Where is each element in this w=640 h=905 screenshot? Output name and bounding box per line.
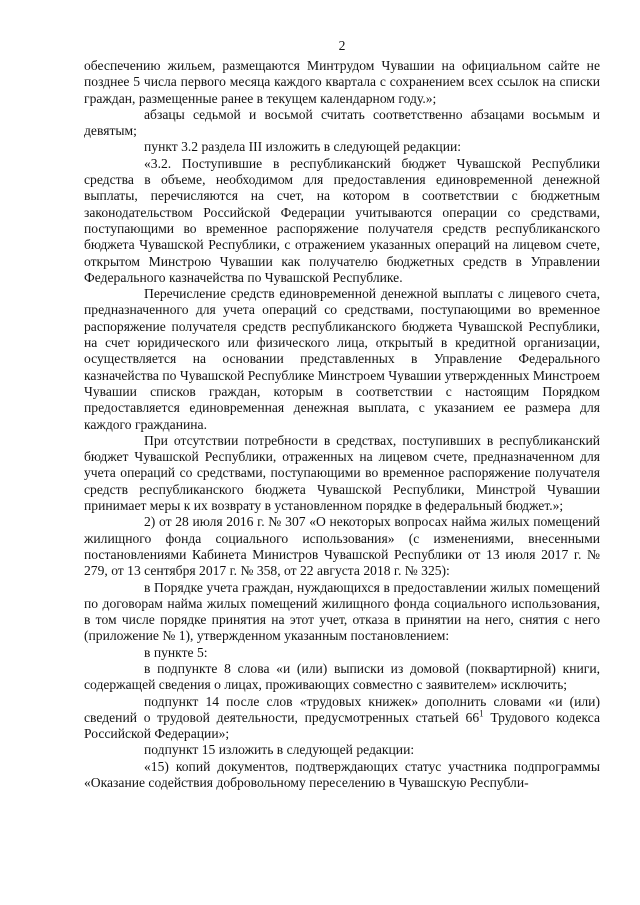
paragraph-podpunkt-15: подпункт 15 изложить в следующей редакции: bbox=[144, 742, 415, 758]
paragraph-perechislenie: Перечисление средств единовременной денежной выплаты с лицевого счета, предназначенного для учета операций со средствами, поступающими во временное распоряжение получателя средств республиканского бюджета Чувашской Республики, на счет юридического или физического лица, открытый в кредитной организации, осуществляется на основании представленных в Управление Федерального казначейства по Чувашской Республике Минстроем Чувашии утвержденных Минстроем Чувашии списков граждан, которым в соответствии с настоящим Порядком предоставляется единовременная денежная выплата, с указанием ее размера для каждого гражданина. bbox=[84, 286, 600, 432]
paragraph-quote-15: «15) копий документов, подтверждающих статус участника подпрограммы «Оказание содействия добровольному переселению в Чувашскую Республи- bbox=[84, 758, 600, 791]
paragraph-podpunkt-8: в подпункте 8 слова «и (или) выписки из домовой (поквартирной) книги, содержащей сведения о лицах, проживающих совместно с заявителем» исключить; bbox=[84, 660, 600, 693]
paragraph-item-2: 2) от 28 июля 2016 г. № 307 «О некоторых вопросах найма жилых помещений жилищного фонда социального использования» (с изменениями, внесенными постановлениями Кабинета Министров Чувашской Республики от 13 июля 2017 г. № 279, от 13 сентября 2017 г. № 358, от 22 августа 2018 г. № 325): bbox=[84, 514, 600, 579]
podpunkt-14-text-end: Трудового кодекса Российской Федерации»; bbox=[84, 709, 600, 742]
paragraph-punkt-3-2: пункт 3.2 раздела III изложить в следующей редакции: bbox=[144, 139, 462, 155]
paragraph-poryadok: в Порядке учета граждан, нуждающихся в предоставлении жилых помещений по договорам найма жилых помещений жилищного фонда социального использования, в том числе порядке принятия на этот учет, отказа в принятии на него, снятия с него (приложение № 1), утвержденном указанным постановлением: bbox=[84, 579, 600, 644]
paragraph-podpunkt-14 bbox=[84, 694, 600, 743]
podpunkt-14-text: подпункт 14 после слов «трудовых книжек» дополнить словами «и (или) сведений о трудовой деятельности, предусмотренных статьей 66 bbox=[84, 693, 600, 725]
paragraph-punkt-5: в пункте 5: bbox=[144, 644, 208, 660]
paragraph-quote-3-2: «3.2. Поступившие в республиканский бюджет Чувашской Республики средства в объеме, необходимом для предоставления единовременной денежной выплаты, перечисляются на счет, на котором в соответствии с бюджетным законодательством Российской Федерации учитываются операции со средствами, поступающими во временное распоряжение получателя средств республиканского бюджета Чувашской Республики, с отражением указанных операций на лицевом счете, открытом Минстрою Чувашии как получателю бюджетных средств в Управлении Федерального казначейства по Чувашской Республике. bbox=[84, 155, 600, 285]
page-number: 2 bbox=[338, 38, 346, 53]
article-superscript: 1 bbox=[479, 708, 484, 719]
paragraph-abzacy: абзацы седьмой и восьмой считать соответственно абзацами восьмым и девятым; bbox=[84, 106, 600, 139]
paragraph-otsutstvie: При отсутствии потребности в средствах, поступивших в республиканский бюджет Чувашской Республики, отраженных на лицевом счете, предназначенном для учета операций со средствами, поступающими во временное распоряжение получателя средств республиканского бюджета Чувашской Республики, Минстрой Чувашии принимает меры к их возврату в установленном порядке в федеральный бюджет.»; bbox=[84, 432, 600, 514]
paragraph-continuation: обеспечению жильем, размещаются Минтрудом Чувашии на официальном сайте не позднее 5 числа первого месяца каждого квартала с сохранением всех ссылок на списки граждан, размещенные ранее в текущем календарном году.»; bbox=[84, 58, 600, 106]
